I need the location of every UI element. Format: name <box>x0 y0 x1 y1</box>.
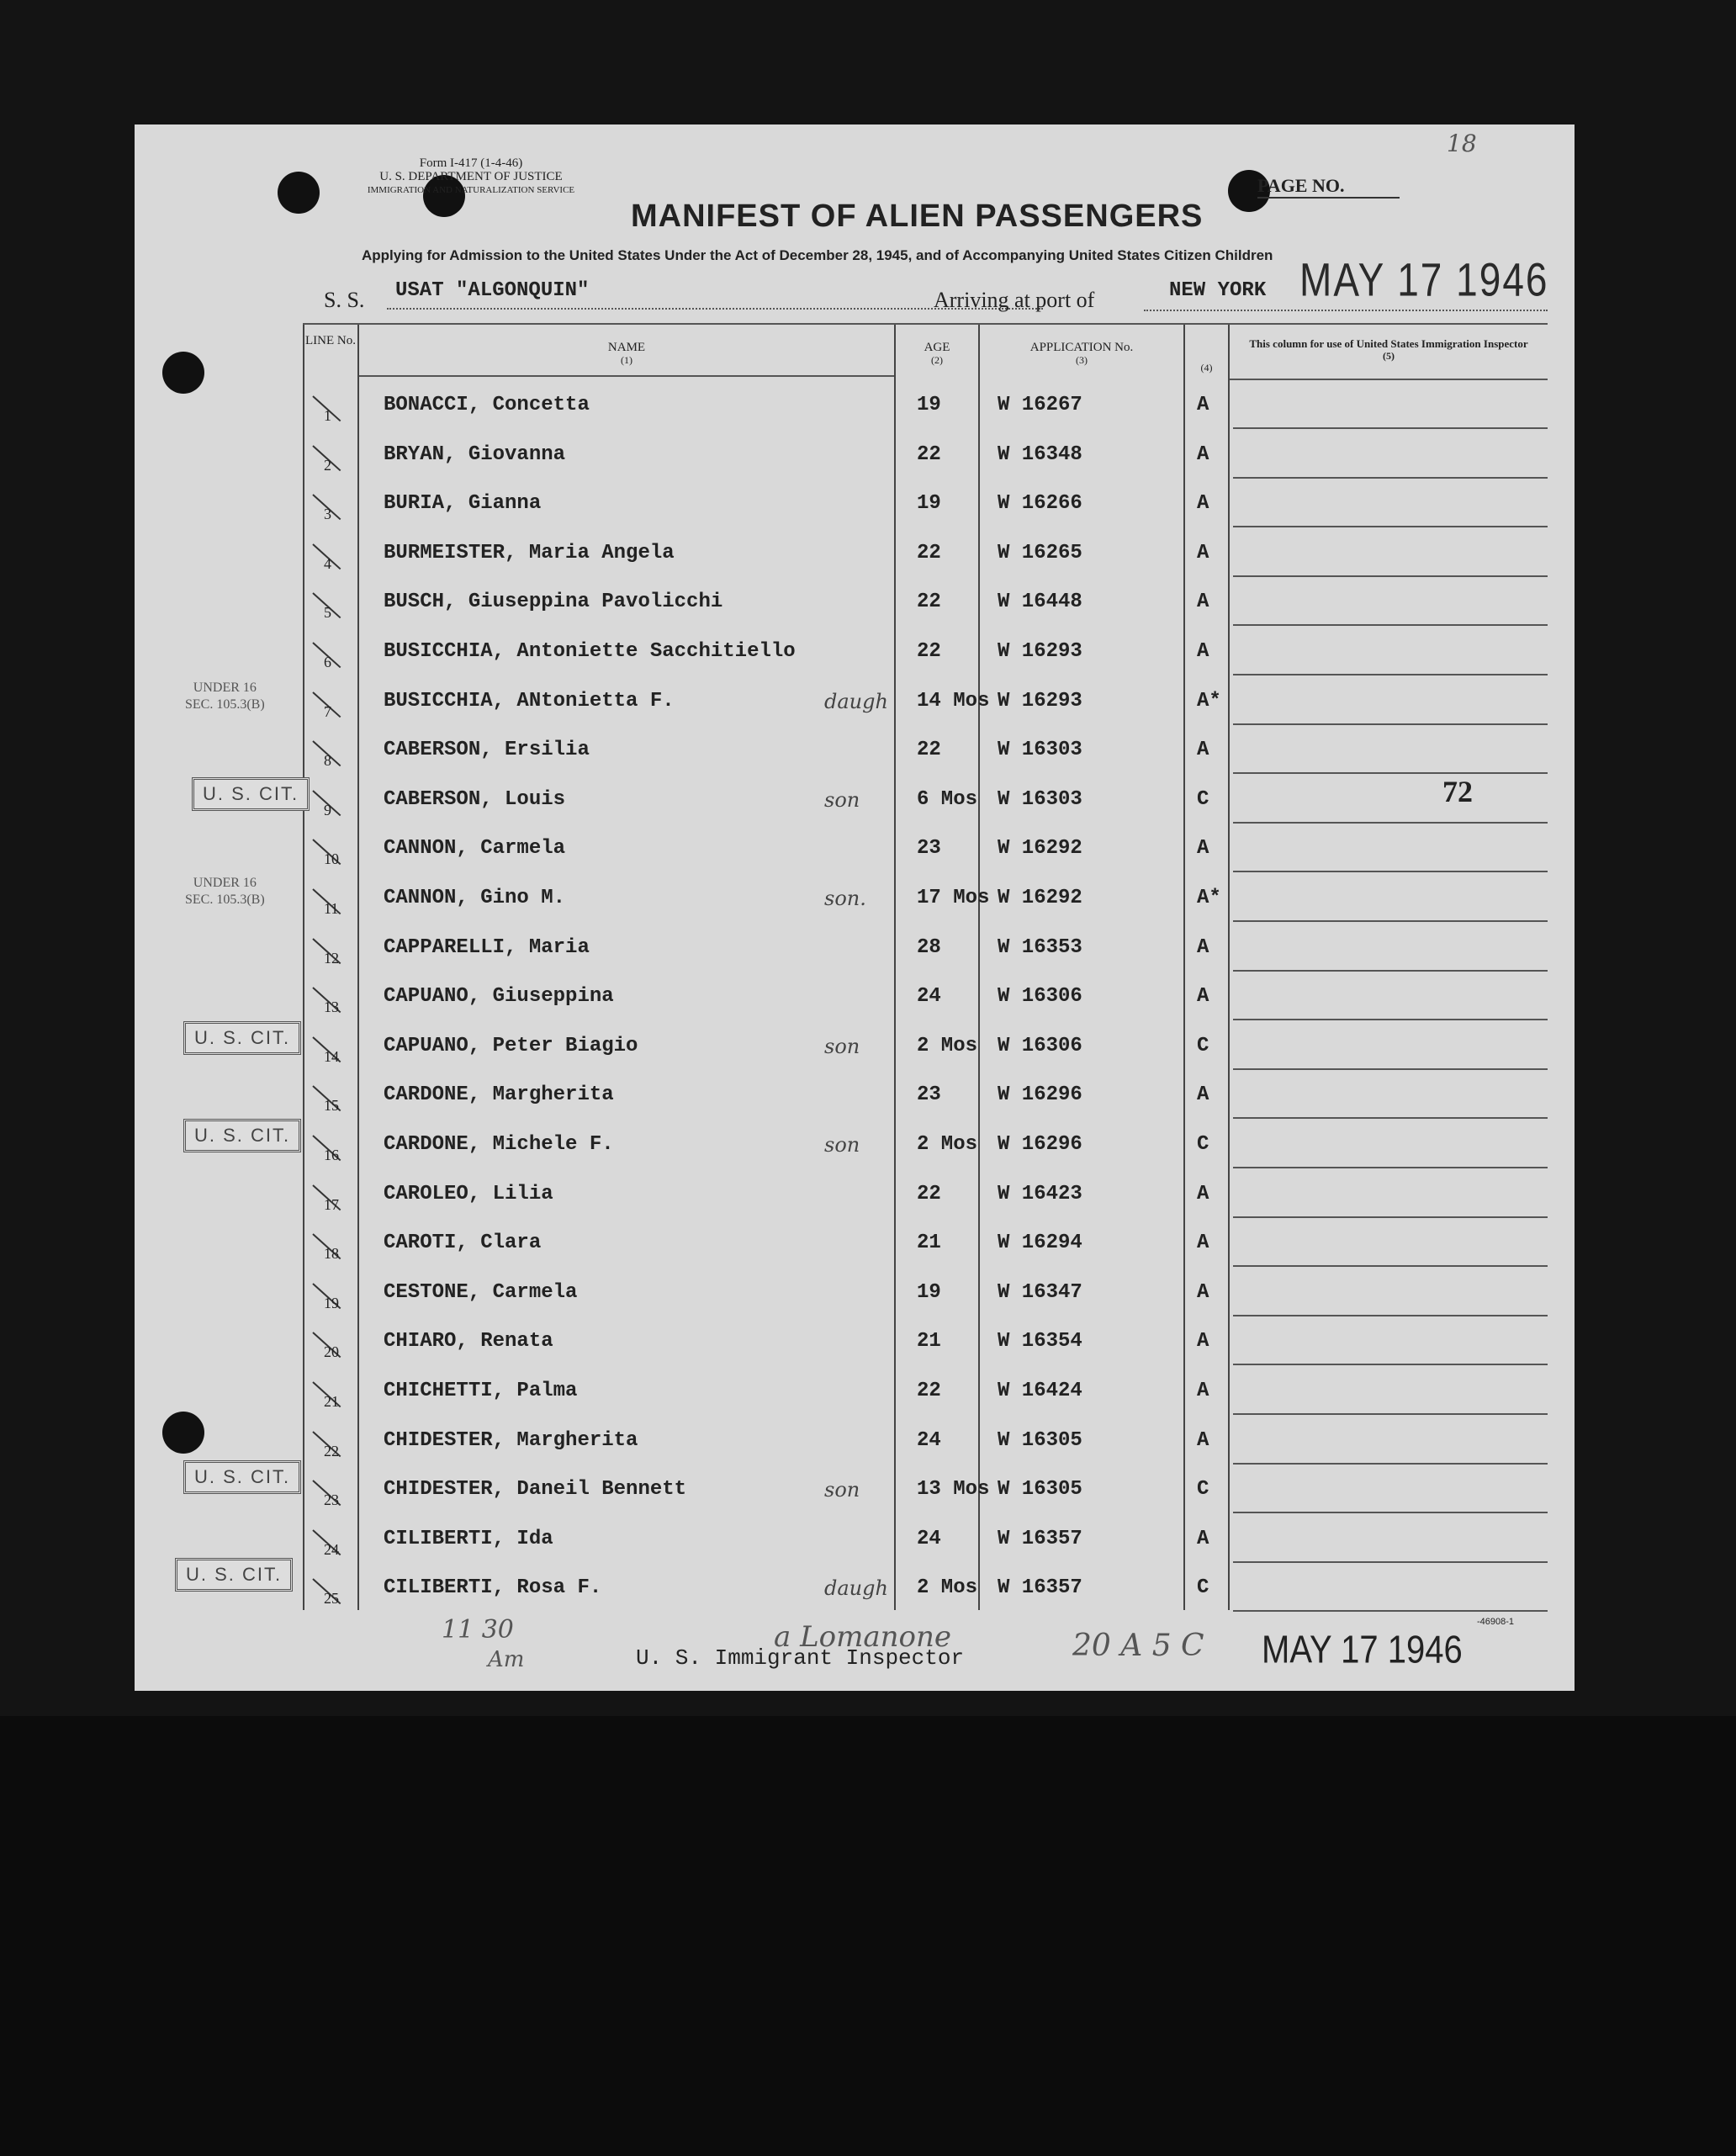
table-row <box>135 1371 1575 1420</box>
document-title: MANIFEST OF ALIEN PASSENGERS <box>631 199 1204 234</box>
row-rule <box>1233 1512 1548 1513</box>
passenger-name: BUSICCHIA, Antoniette Sacchitiello <box>384 640 796 663</box>
line-number: 13 <box>324 999 339 1016</box>
status-code: C <box>1197 1034 1209 1057</box>
page-mark: 18 <box>1447 130 1477 157</box>
passenger-name: CAPPARELLI, Maria <box>384 935 590 959</box>
passenger-name: CHIDESTER, Margherita <box>384 1428 638 1452</box>
application-number: W 16357 <box>998 1576 1082 1600</box>
footer-date-stamp: MAY 17 1946 <box>1262 1629 1463 1671</box>
line-number: 1 <box>324 407 331 424</box>
row-rule <box>1233 1610 1548 1612</box>
status-code: C <box>1197 1133 1209 1156</box>
row-rule <box>1233 1315 1548 1316</box>
table-row <box>135 385 1575 434</box>
application-number: W 16306 <box>998 1034 1082 1057</box>
application-number: W 16306 <box>998 985 1082 1009</box>
passenger-age: 6 Mos <box>917 787 978 811</box>
relation-note: daugh <box>824 1576 888 1601</box>
passenger-name: CHIARO, Renata <box>384 1330 553 1353</box>
line-number: 18 <box>324 1245 339 1263</box>
row-rule <box>1233 871 1548 872</box>
line-number: 9 <box>324 801 331 818</box>
row-rule <box>1233 1019 1548 1020</box>
col-4: (4) <box>1200 362 1213 373</box>
line-number: 16 <box>324 1147 339 1163</box>
table-row <box>135 1026 1575 1075</box>
passenger-name: BONACCI, Concetta <box>384 394 590 416</box>
count-handwritten: 20 A 5 C <box>1072 1629 1204 1663</box>
status-code: C <box>1197 787 1209 811</box>
inspector-label: U. S. Immigrant Inspector <box>636 1645 965 1671</box>
line-number: 23 <box>324 1491 339 1509</box>
row-rule <box>1233 526 1548 527</box>
line-number: 6 <box>324 654 331 670</box>
status-code: A <box>1197 640 1209 663</box>
row-rule <box>1233 723 1548 725</box>
line-number: 3 <box>324 506 331 523</box>
status-code: A <box>1197 492 1209 516</box>
application-number: W 16353 <box>998 935 1082 959</box>
line-number: 4 <box>324 554 331 572</box>
table-row <box>135 1421 1575 1470</box>
row-rule <box>1233 1216 1548 1218</box>
passenger-age: 23 <box>917 837 941 861</box>
passenger-name: BUSICCHIA, ANtonietta F. <box>384 689 675 712</box>
application-number: W 16266 <box>998 492 1082 516</box>
application-number: W 16265 <box>998 541 1082 564</box>
table-row <box>135 582 1575 631</box>
status-code: A* <box>1197 689 1221 712</box>
passenger-name: CAROLEO, Lilia <box>384 1182 553 1205</box>
row-rule <box>1233 1117 1548 1119</box>
table-row <box>135 1470 1575 1518</box>
line-number: 5 <box>324 604 331 622</box>
header-rule <box>359 375 894 377</box>
status-code: A <box>1197 1280 1209 1304</box>
passenger-age: 28 <box>917 935 941 959</box>
line-number: 20 <box>324 1343 339 1361</box>
application-number: W 16303 <box>998 787 1082 811</box>
table-row <box>135 1322 1575 1370</box>
passenger-age: 22 <box>917 640 941 663</box>
table-row <box>135 730 1575 779</box>
line-number: 10 <box>324 850 339 868</box>
passenger-age: 22 <box>917 591 941 614</box>
under16-stamp: UNDER 16 SEC. 105.3(B) <box>185 681 265 712</box>
passenger-name: CESTONE, Carmela <box>384 1280 578 1304</box>
row-rule <box>1233 1561 1548 1563</box>
inspector-signature: a Lomanone <box>774 1620 952 1654</box>
passenger-name: CABERSON, Ersilia <box>384 739 590 762</box>
status-code: A <box>1197 837 1209 861</box>
status-code: A <box>1197 985 1209 1009</box>
col-inspector: This column for use of United States Immigration Inspector (5) <box>1249 337 1528 362</box>
inspector-count: 72 <box>1442 775 1473 808</box>
line-number: 22 <box>324 1442 339 1459</box>
line-number: 12 <box>324 949 339 967</box>
status-code: A <box>1197 739 1209 762</box>
passenger-age: 23 <box>917 1083 941 1107</box>
us-citizen-stamp: U. S. CIT. <box>183 1460 301 1494</box>
passenger-age: 24 <box>917 1428 941 1452</box>
table-row <box>135 484 1575 532</box>
application-number: W 16296 <box>998 1083 1082 1107</box>
passenger-name: CHICHETTI, Palma <box>384 1380 578 1402</box>
table-row <box>135 1223 1575 1272</box>
row-rule <box>1233 1413 1548 1415</box>
arrival-date-stamp: MAY 17 1946 <box>1299 253 1549 306</box>
table-row <box>135 1174 1575 1223</box>
passenger-name: CANNON, Carmela <box>384 837 566 861</box>
table-row <box>135 878 1575 927</box>
passenger-age: 17 Mos <box>917 887 990 909</box>
passenger-name: BRYAN, Giovanna <box>384 442 566 466</box>
relation-note: son <box>824 787 860 812</box>
passenger-name: CANNON, Gino M. <box>384 887 566 909</box>
passenger-age: 19 <box>917 492 941 516</box>
line-number: 19 <box>324 1294 339 1311</box>
row-rule <box>1233 1463 1548 1465</box>
manifest-page <box>135 124 1575 1691</box>
us-citizen-stamp: U. S. CIT. <box>192 777 310 811</box>
passenger-age: 2 Mos <box>917 1133 978 1156</box>
passenger-age: 19 <box>917 1280 941 1304</box>
passenger-age: 2 Mos <box>917 1576 978 1600</box>
status-code: A <box>1197 1182 1209 1205</box>
passenger-name: BURMEISTER, Maria Angela <box>384 541 675 564</box>
table-row <box>135 1519 1575 1568</box>
row-rule <box>1233 822 1548 824</box>
passenger-name: CARDONE, Margherita <box>384 1083 614 1107</box>
form-id: Form I-417 (1-4-46) U. S. DEPARTMENT OF JUSTICE IMMIGRATION AND NATURALIZATION SERVICE <box>367 156 575 195</box>
status-code: A <box>1197 1330 1209 1353</box>
application-number: W 16357 <box>998 1527 1082 1550</box>
time-handwritten: 11 30 <box>442 1615 514 1645</box>
row-rule <box>1233 1364 1548 1365</box>
application-number: W 16305 <box>998 1428 1082 1452</box>
line-number: 25 <box>324 1590 339 1608</box>
status-code: C <box>1197 1478 1209 1502</box>
passenger-age: 2 Mos <box>917 1034 978 1057</box>
table-row <box>135 1568 1575 1617</box>
under16-stamp: UNDER 16 SEC. 105.3(B) <box>185 876 265 907</box>
relation-note: son. <box>824 887 866 910</box>
us-citizen-stamp: U. S. CIT. <box>183 1021 301 1055</box>
row-rule <box>1233 1265 1548 1267</box>
ss-label: S. S. <box>324 288 365 312</box>
passenger-age: 22 <box>917 541 941 564</box>
row-rule <box>1233 477 1548 479</box>
passenger-name: CAROTI, Clara <box>384 1232 542 1255</box>
page-number: PAGE NO. <box>1257 175 1400 199</box>
table-row <box>135 977 1575 1025</box>
row-rule <box>1233 624 1548 626</box>
us-citizen-stamp: U. S. CIT. <box>175 1558 293 1592</box>
application-number: W 16354 <box>998 1330 1082 1353</box>
col-age: AGE (2) <box>924 341 950 366</box>
arriving-label: Arriving at port of <box>934 288 1095 312</box>
passenger-age: 24 <box>917 1527 941 1550</box>
row-rule <box>1233 1068 1548 1070</box>
passenger-age: 14 Mos <box>917 689 990 712</box>
passenger-age: 19 <box>917 394 941 416</box>
passenger-age: 22 <box>917 1182 941 1205</box>
status-code: C <box>1197 1576 1209 1600</box>
row-rule <box>1233 427 1548 429</box>
application-number: W 16305 <box>998 1478 1082 1502</box>
passenger-name: CILIBERTI, Ida <box>384 1527 553 1550</box>
application-number: W 16423 <box>998 1182 1082 1205</box>
status-code: A <box>1197 442 1209 466</box>
application-number: W 16303 <box>998 739 1082 762</box>
passenger-age: 22 <box>917 739 941 762</box>
passenger-age: 13 Mos <box>917 1478 990 1502</box>
row-rule <box>1233 772 1548 774</box>
table-row <box>135 435 1575 484</box>
am-handwritten: Am <box>488 1647 525 1672</box>
application-number: W 16293 <box>998 689 1082 712</box>
row-rule <box>1233 674 1548 675</box>
col-application: APPLICATION No. (3) <box>1029 341 1134 366</box>
film-background <box>0 1716 1736 2156</box>
application-number: W 16347 <box>998 1280 1082 1304</box>
application-number: W 16448 <box>998 591 1082 614</box>
status-code: A <box>1197 541 1209 564</box>
table-row <box>135 533 1575 582</box>
status-code: A <box>1197 1083 1209 1107</box>
relation-note: son <box>824 1034 860 1058</box>
table-row <box>135 632 1575 681</box>
status-code: A <box>1197 935 1209 959</box>
application-number: W 16294 <box>998 1232 1082 1255</box>
table-rule <box>303 323 1548 325</box>
col-line-no: LINE No. <box>305 334 356 347</box>
document-subtitle: Applying for Admission to the United States Under the Act of December 28, 1945, and of Accompanying United States Citizen Children <box>362 247 1273 263</box>
application-number: W 16348 <box>998 442 1082 466</box>
application-number: W 16267 <box>998 394 1082 416</box>
passenger-name: CILIBERTI, Rosa F. <box>384 1576 602 1600</box>
table-row <box>135 829 1575 877</box>
line-number: 2 <box>324 456 331 474</box>
passenger-name: BURIA, Gianna <box>384 492 542 516</box>
status-code: A <box>1197 1428 1209 1452</box>
relation-note: daugh <box>824 689 888 713</box>
row-rule <box>1233 920 1548 922</box>
status-code: A <box>1197 1232 1209 1255</box>
row-rule <box>1233 575 1548 577</box>
relation-note: son <box>824 1133 860 1157</box>
passenger-age: 22 <box>917 1380 941 1402</box>
port-underline <box>1144 310 1548 311</box>
status-code: A <box>1197 1380 1209 1402</box>
application-number: W 16296 <box>998 1133 1082 1156</box>
us-citizen-stamp: U. S. CIT. <box>183 1119 301 1152</box>
table-row <box>135 1075 1575 1124</box>
line-number: 21 <box>324 1393 339 1410</box>
table-row <box>135 681 1575 730</box>
row-rule <box>1233 970 1548 972</box>
table-row <box>135 780 1575 829</box>
passenger-name: CABERSON, Louis <box>384 787 566 811</box>
application-number: W 16292 <box>998 837 1082 861</box>
line-number: 15 <box>324 1097 339 1115</box>
line-number: 7 <box>324 702 331 720</box>
col-name: NAME (1) <box>607 341 646 366</box>
application-number: W 16292 <box>998 887 1082 909</box>
status-code: A <box>1197 591 1209 614</box>
line-number: 11 <box>324 900 339 917</box>
line-number: 17 <box>324 1195 339 1213</box>
table-row <box>135 928 1575 977</box>
passenger-name: CAPUANO, Giuseppina <box>384 985 614 1009</box>
status-code: A <box>1197 394 1209 416</box>
passenger-age: 22 <box>917 442 941 466</box>
port-name: NEW YORK <box>1169 279 1267 302</box>
passenger-age: 21 <box>917 1330 941 1353</box>
passenger-name: CAPUANO, Peter Biagio <box>384 1034 638 1057</box>
header-rule <box>1230 379 1548 380</box>
line-number: 14 <box>324 1047 339 1065</box>
status-code: A <box>1197 1527 1209 1550</box>
relation-note: son <box>824 1478 860 1502</box>
form-code: -46908-1 <box>1477 1617 1515 1627</box>
ship-name: USAT "ALGONQUIN" <box>395 279 590 302</box>
application-number: W 16293 <box>998 640 1082 663</box>
table-row <box>135 1125 1575 1173</box>
line-number: 8 <box>324 752 331 770</box>
passenger-age: 24 <box>917 985 941 1009</box>
row-rule <box>1233 1167 1548 1168</box>
passenger-name: CHIDESTER, Daneil Bennett <box>384 1478 687 1502</box>
table-row <box>135 1273 1575 1322</box>
status-code: A* <box>1197 887 1221 909</box>
passenger-name: BUSCH, Giuseppina Pavolicchi <box>384 591 723 614</box>
passenger-name: CARDONE, Michele F. <box>384 1133 614 1156</box>
application-number: W 16424 <box>998 1380 1082 1402</box>
passenger-age: 21 <box>917 1232 941 1255</box>
line-number: 24 <box>324 1540 339 1558</box>
